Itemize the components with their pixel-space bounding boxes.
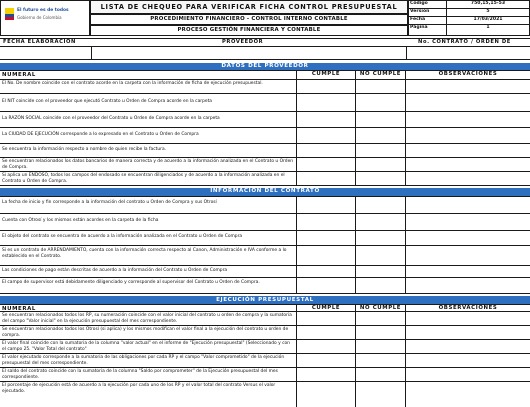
checklist-row	[0, 326, 530, 340]
observaciones-cell[interactable]	[406, 382, 530, 407]
process-name: PROCESO GESTIÓN FINANCIERA Y CONTABLE	[90, 25, 408, 36]
no-cumple-cell[interactable]	[356, 354, 406, 367]
checklist-row	[0, 382, 530, 407]
no-cumple-cell[interactable]	[356, 214, 406, 230]
cumple-cell[interactable]	[297, 128, 356, 143]
cumple-cell[interactable]	[297, 172, 356, 185]
procedure-name: PROCEDIMIENTO FINANCIERO - CONTROL INTERNO CONTABLE	[90, 14, 408, 25]
cumple-cell[interactable]	[297, 80, 356, 93]
cumple-cell[interactable]	[297, 158, 356, 171]
numeral-header: NUMERAL	[0, 305, 297, 311]
observaciones-cell[interactable]	[406, 246, 530, 265]
cumple-cell[interactable]	[297, 266, 356, 277]
logo-text: El futuro es de todos	[17, 8, 69, 13]
observaciones-header: OBSERVACIONES	[438, 71, 498, 77]
no-cumple-cell[interactable]	[356, 112, 406, 127]
cumple-cell[interactable]	[297, 368, 356, 381]
cumple-cell[interactable]	[297, 312, 356, 325]
no-cumple-cell[interactable]	[356, 382, 406, 407]
column-header-row	[0, 304, 530, 312]
contrato-label: No. CONTRATO / ORDEN DE	[418, 39, 511, 45]
no-cumple-cell[interactable]	[356, 128, 406, 143]
fecha-elaboracion-label: FECHA ELABORACIÓN	[3, 39, 76, 45]
item-text: El valor ejecutado corresponde a la sumatoria de las obligaciones por cada RP y el campo "Valor comprometido" de la ejecución presupuestal del mes correspondiente.	[0, 354, 297, 367]
no-cumple-cell[interactable]	[356, 94, 406, 111]
cumple-header: CUMPLE	[297, 71, 356, 79]
item-text: El NIT coincide con el proveedor que ejecutó Contrato u Orden de Compra acorde en la carpeta	[0, 94, 297, 111]
observaciones-cell[interactable]	[406, 312, 530, 325]
item-text: El valor final coincide con la sumatoria de la columna "valor actual" en el informe de "Ejecución presupuestal" (Seleccionado y con el campo 25. "Valor Total del contrato"	[0, 340, 297, 353]
no-cumple-cell[interactable]	[356, 231, 406, 245]
item-text: El No. De nombre coincide con el contrato acorde en la carpeta con la información de ficha de ejecución presupuestal.	[0, 80, 297, 93]
checklist-row	[0, 196, 530, 214]
checklist-row	[0, 312, 530, 326]
item-text: La RAZÓN SOCIAL coincide con el proveedor del Contrato u Orden de Compra acorde en la carpeta	[0, 112, 297, 127]
item-text: Si es un contrato de ARRENDAMIENTO, cuenta con la información correcta respecto al Canon, Administración e IVA conforme a lo establecido en el Contrato.	[0, 246, 297, 265]
no-cumple-header: NO CUMPLE	[356, 71, 406, 79]
observaciones-cell[interactable]	[406, 128, 530, 143]
meta-page-value: 1	[486, 25, 490, 30]
checklist-row	[0, 231, 530, 246]
observaciones-header: OBSERVACIONES	[438, 305, 498, 311]
cumple-cell[interactable]	[297, 231, 356, 245]
cumple-cell[interactable]	[297, 144, 356, 157]
checklist-row	[0, 266, 530, 278]
no-cumple-cell[interactable]	[356, 197, 406, 213]
checklist-row	[0, 214, 530, 231]
observaciones-cell[interactable]	[406, 266, 530, 277]
checklist-row	[0, 128, 530, 144]
observaciones-cell[interactable]	[406, 158, 530, 171]
no-cumple-cell[interactable]	[356, 246, 406, 265]
cumple-cell[interactable]	[297, 94, 356, 111]
checklist-row	[0, 246, 530, 266]
checklist-row	[0, 158, 530, 172]
observaciones-cell[interactable]	[406, 197, 530, 213]
cumple-cell[interactable]	[297, 112, 356, 127]
logo-box	[0, 0, 90, 36]
observaciones-cell[interactable]	[406, 326, 530, 339]
section-title-proveedor: DATOS DEL PROVEEDOR	[0, 63, 530, 70]
no-cumple-cell[interactable]	[356, 278, 406, 293]
observaciones-cell[interactable]	[406, 112, 530, 127]
no-cumple-cell[interactable]	[356, 158, 406, 171]
column-header-row	[0, 70, 530, 80]
observaciones-cell[interactable]	[406, 368, 530, 381]
observaciones-cell[interactable]	[406, 94, 530, 111]
observaciones-cell[interactable]	[406, 278, 530, 293]
meta-code-value: 750,15,15-53	[470, 1, 506, 6]
item-text: Se encuentran relacionados todos los RP, su numeración coincide con el valor inicial del contrato u orden de compra y la sumatoria del campo "Valor inicial" en la ejecución presupuestal del mes correspondiente.	[0, 312, 297, 325]
meta-date-value: 17/03/2021	[473, 17, 503, 22]
meta-line	[408, 16, 530, 17]
checklist-row	[0, 368, 530, 382]
meta-line	[408, 24, 530, 25]
checklist-row	[0, 112, 530, 128]
no-cumple-cell[interactable]	[356, 312, 406, 325]
item-text: La fecha de inicio y fin corresponde a la información del contrato u Orden de Compra y sus Otrosí	[0, 197, 297, 213]
cumple-header: CUMPLE	[297, 305, 356, 311]
section-title-ejecucion: EJECUCIÓN PRESUPUESTAL	[0, 296, 530, 304]
observaciones-cell[interactable]	[406, 214, 530, 230]
item-text: Se encuentra la información respecto a nombre de quien recibe la factura.	[0, 144, 297, 157]
meta-code-label: Código	[410, 1, 428, 6]
checklist-row	[0, 94, 530, 112]
observaciones-cell[interactable]	[406, 340, 530, 353]
item-text: Si aplica un ENDOSO, todos los campos del endosado se encuentran diligenciados y de acuerdo a la información analizada en el Contrato u Orden de Compra.	[0, 172, 297, 185]
no-cumple-cell[interactable]	[356, 144, 406, 157]
cumple-cell[interactable]	[297, 354, 356, 367]
no-cumple-cell[interactable]	[356, 340, 406, 353]
checklist-row	[0, 172, 530, 186]
meta-divider	[446, 0, 447, 36]
item-text: El saldo del contrato coincide con la sumatoria de la columna "Saldo por comprometer" de la Ejecución presupuestal del mes correspondiente.	[0, 368, 297, 381]
logo-subtitle: Gobierno de Colombia	[17, 15, 62, 20]
observaciones-cell[interactable]	[406, 172, 530, 185]
contrato-field[interactable]	[407, 46, 530, 60]
item-text: El objeto del contrato se encuentra de acuerdo a la información analizada en el Contrato u Orden de Compra	[0, 231, 297, 245]
observaciones-cell[interactable]	[406, 80, 530, 93]
no-cumple-header: NO CUMPLE	[356, 305, 406, 311]
meta-version-value: 5	[486, 9, 490, 14]
fecha-elaboracion-field[interactable]	[0, 46, 92, 60]
cumple-cell[interactable]	[297, 340, 356, 353]
document-title: LISTA DE CHEQUEO PARA VERIFICAR FICHA CONTROL PRESUPUESTAL	[90, 0, 408, 14]
meta-line	[408, 8, 530, 9]
no-cumple-cell[interactable]	[356, 326, 406, 339]
checklist-row	[0, 80, 530, 94]
proveedor-field[interactable]	[92, 46, 407, 60]
checklist-row	[0, 144, 530, 158]
item-text: Se encuentran relacionados los datos bancarios de manera correcta y de acuerdo a la información analizada en el Contrato u Orden de Compra.	[0, 158, 297, 171]
cumple-cell[interactable]	[297, 382, 356, 407]
observaciones-cell[interactable]	[406, 231, 530, 245]
observaciones-cell[interactable]	[406, 354, 530, 367]
checklist-row	[0, 278, 530, 294]
no-cumple-cell[interactable]	[356, 266, 406, 277]
item-text: El porcentaje de ejecución está de acuerdo a la ejecución por cada uno de los RP y el valor total del contrato Versus el valor ejecutado.	[0, 382, 297, 407]
item-text: Las condiciones de pago están descritas de acuerdo a la información del Contrato u Orden de Compra	[0, 266, 297, 277]
item-text: El campo de supervisor está debidamente diligenciado y corresponde al supervisor del Contrato u Orden de Compra.	[0, 278, 297, 293]
section-title-contrato: INFORMACIÓN DEL CONTRATO	[0, 188, 530, 196]
meta-page-label: Página	[410, 25, 428, 30]
top-fields-row	[0, 38, 530, 60]
item-text: La CIUDAD DE EJECUCIÓN corresponde a lo expresado en el Contrato u Orden de Compra	[0, 128, 297, 143]
item-text: Cuenta con Otrosí y los mismos están acordes en la carpeta de la ficha	[0, 214, 297, 230]
meta-date-label: Fecha	[410, 17, 426, 22]
no-cumple-cell[interactable]	[356, 368, 406, 381]
colombia-flag-icon	[5, 8, 14, 20]
checklist-row	[0, 340, 530, 354]
cumple-cell[interactable]	[297, 326, 356, 339]
cumple-cell[interactable]	[297, 278, 356, 293]
meta-version-label: Versión	[410, 9, 430, 14]
cumple-cell[interactable]	[297, 246, 356, 265]
checklist-row	[0, 354, 530, 368]
proveedor-label: PROVEEDOR	[222, 39, 264, 45]
observaciones-cell[interactable]	[406, 144, 530, 157]
cumple-cell[interactable]	[297, 197, 356, 213]
numeral-header: NUMERAL	[0, 71, 297, 79]
no-cumple-cell[interactable]	[356, 172, 406, 185]
cumple-cell[interactable]	[297, 214, 356, 230]
no-cumple-cell[interactable]	[356, 80, 406, 93]
item-text: Se encuentran relacionados todos los Otrosí (si aplica) y los mismos modifican el valor final a la ejecución del contrato u orden de compra.	[0, 326, 297, 339]
